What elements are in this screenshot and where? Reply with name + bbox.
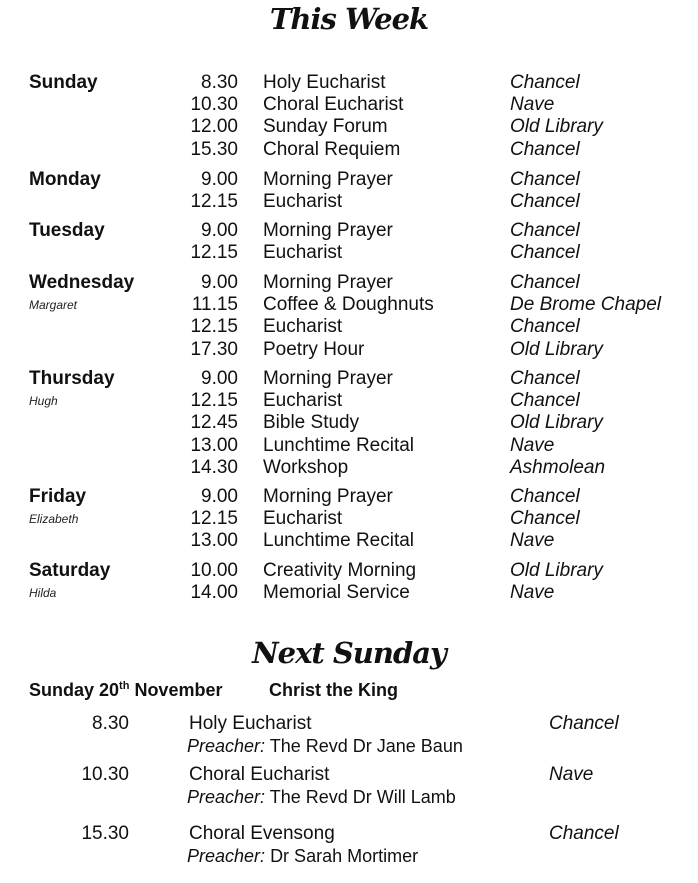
service-event: Coffee & Doughnuts — [263, 294, 434, 316]
service-event: Sunday Forum — [263, 116, 388, 138]
next-sunday-feast: Christ the King — [269, 680, 398, 700]
service-time: 12.15 — [190, 390, 238, 412]
service-time: 17.30 — [190, 338, 238, 360]
service-location: Chancel — [510, 220, 580, 241]
next-service-event: Choral Evensong — [189, 823, 335, 844]
service-row — [0, 582, 698, 604]
service-row — [0, 294, 698, 316]
service-time: 12.00 — [190, 116, 238, 138]
service-row — [0, 116, 698, 138]
service-location: Chancel — [510, 508, 580, 530]
service-time: 11.15 — [191, 294, 238, 316]
service-event: Choral Requiem — [263, 138, 401, 160]
saint-name: Elizabeth — [29, 512, 79, 526]
service-location: Nave — [510, 94, 555, 116]
service-row — [0, 242, 698, 264]
service-event: Morning Prayer — [263, 220, 393, 241]
service-event: Choral Eucharist — [263, 94, 404, 116]
service-location: Chancel — [510, 242, 580, 264]
next-sunday-date-month: November — [129, 680, 223, 700]
preacher-label: Preacher: — [187, 787, 266, 807]
service-event: Morning Prayer — [263, 486, 393, 507]
service-location: Chancel — [510, 72, 580, 93]
service-location: Old Library — [510, 560, 603, 581]
service-location: Chancel — [510, 169, 580, 190]
preacher-name: The Revd Dr Jane Baun — [269, 736, 463, 756]
service-time: 12.15 — [190, 316, 238, 338]
service-event: Eucharist — [263, 316, 343, 338]
service-location: Old Library — [510, 116, 603, 138]
service-row — [0, 508, 698, 530]
next-service-event: Choral Eucharist — [189, 764, 330, 785]
service-row — [0, 72, 698, 94]
service-time: 14.00 — [190, 582, 238, 604]
service-time: 10.00 — [190, 560, 238, 581]
preacher-name: The Revd Dr Will Lamb — [269, 787, 456, 807]
service-location: Chancel — [510, 138, 580, 160]
day-name: Wednesday — [29, 272, 135, 293]
next-sunday-date-suffix: th — [119, 680, 130, 692]
service-row — [0, 560, 698, 582]
saint-name: Hugh — [29, 394, 58, 408]
service-location: Nave — [510, 434, 555, 456]
service-row — [0, 435, 698, 457]
service-event: Morning Prayer — [263, 368, 393, 389]
service-time: 15.30 — [190, 138, 238, 160]
service-location: Chancel — [510, 191, 580, 213]
service-time: 8.30 — [201, 72, 238, 93]
preacher-name: Dr Sarah Mortimer — [270, 846, 419, 866]
service-event: Memorial Service — [263, 582, 410, 604]
service-time: 13.00 — [190, 530, 238, 552]
service-row — [0, 339, 698, 361]
service-row — [0, 220, 698, 242]
service-location: Nave — [510, 582, 555, 604]
service-location: De Brome Chapel — [510, 294, 662, 316]
service-row — [0, 457, 698, 479]
service-row — [0, 486, 698, 508]
service-event: Holy Eucharist — [263, 72, 386, 93]
next-sunday-date — [29, 680, 222, 701]
next-service-event: Holy Eucharist — [189, 713, 312, 734]
service-time: 12.45 — [190, 412, 238, 434]
service-time: 9.00 — [201, 368, 238, 389]
service-location: Old Library — [510, 338, 603, 360]
service-row — [0, 191, 698, 213]
service-time: 13.00 — [190, 434, 238, 456]
service-time: 12.15 — [190, 191, 238, 213]
service-time: 14.30 — [190, 456, 238, 478]
next-service-preacher — [187, 787, 456, 808]
service-location: Ashmolean — [510, 456, 606, 478]
service-event: Creativity Morning — [263, 560, 417, 581]
next-service-preacher — [187, 736, 463, 757]
service-row — [0, 169, 698, 191]
service-row — [0, 316, 698, 338]
service-time: 9.00 — [201, 272, 238, 293]
this-week-title: This Week — [269, 2, 429, 36]
service-location: Chancel — [510, 486, 580, 507]
day-name: Tuesday — [29, 220, 105, 241]
service-event: Morning Prayer — [263, 169, 393, 190]
next-service-time: 8.30 — [92, 713, 129, 734]
preacher-label: Preacher: — [187, 846, 266, 866]
service-time: 9.00 — [201, 486, 238, 507]
service-row — [0, 530, 698, 552]
day-name: Friday — [29, 486, 87, 507]
service-row — [0, 139, 698, 161]
day-name: Saturday — [29, 560, 111, 581]
service-event: Bible Study — [263, 412, 360, 434]
next-service-preacher — [187, 846, 418, 867]
next-sunday-title: Next Sunday — [252, 636, 446, 670]
service-event: Eucharist — [263, 191, 343, 213]
service-event: Workshop — [263, 456, 349, 478]
service-row — [0, 272, 698, 294]
next-service-time: 10.30 — [81, 764, 129, 785]
service-event: Lunchtime Recital — [263, 434, 415, 456]
service-location: Chancel — [510, 272, 580, 293]
service-location: Nave — [510, 530, 555, 552]
preacher-label: Preacher: — [187, 736, 266, 756]
service-time: 9.00 — [201, 220, 238, 241]
service-row — [0, 412, 698, 434]
service-time: 12.15 — [190, 508, 238, 530]
service-row — [0, 390, 698, 412]
service-row — [0, 94, 698, 116]
next-sunday-date-day: Sunday 20 — [29, 680, 120, 700]
next-service-location: Nave — [549, 764, 594, 785]
service-location: Chancel — [510, 316, 580, 338]
service-row — [0, 368, 698, 390]
service-event: Eucharist — [263, 242, 343, 264]
service-location: Chancel — [510, 368, 580, 389]
next-service-location: Chancel — [549, 823, 619, 844]
day-name: Thursday — [29, 368, 115, 389]
day-name: Monday — [29, 169, 101, 190]
service-location: Chancel — [510, 390, 580, 412]
service-event: Eucharist — [263, 390, 343, 412]
saint-name: Hilda — [29, 586, 57, 600]
service-event: Morning Prayer — [263, 272, 393, 293]
saint-name: Margaret — [29, 298, 78, 312]
service-time: 10.30 — [190, 94, 238, 116]
service-event: Eucharist — [263, 508, 343, 530]
next-service-location: Chancel — [549, 713, 619, 734]
service-time: 9.00 — [201, 169, 238, 190]
service-event: Poetry Hour — [263, 338, 365, 360]
next-service-time: 15.30 — [81, 823, 129, 844]
service-location: Old Library — [510, 412, 603, 434]
day-name: Sunday — [29, 72, 98, 93]
service-time: 12.15 — [190, 242, 238, 264]
service-event: Lunchtime Recital — [263, 530, 415, 552]
